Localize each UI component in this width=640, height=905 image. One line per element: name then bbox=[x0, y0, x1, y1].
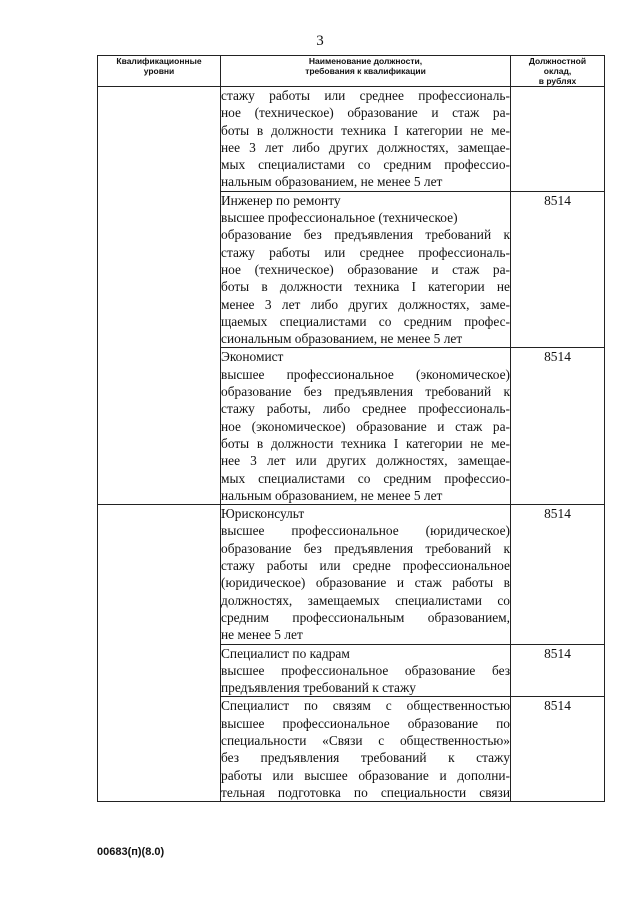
description-line: менее 3 лет либо других должностях, заме- bbox=[221, 296, 510, 312]
header-text: Наименование должности, bbox=[308, 56, 423, 66]
description-line: стажу работы, либо среднее профессиональ- bbox=[221, 401, 510, 417]
description-line: должностях, замещаемых специалистами со bbox=[221, 592, 510, 608]
header-text: уровни bbox=[143, 66, 175, 76]
header-text: требования к квалификации bbox=[305, 66, 426, 76]
description-line: Специалист по кадрам bbox=[221, 645, 350, 661]
header-text: в рублях bbox=[538, 76, 577, 86]
position-description-cell bbox=[221, 644, 511, 697]
position-description-cell bbox=[221, 697, 511, 802]
salary-cell: 8514 bbox=[511, 348, 605, 505]
position-description-cell bbox=[221, 87, 511, 192]
description-line: предъявления требований к стажу bbox=[221, 680, 416, 696]
description-line: высшее профессиональное (юридическое) bbox=[221, 523, 510, 539]
description-line: Юрисконсульт bbox=[221, 506, 305, 522]
description-line: ное (техническое) образование и стаж ра- bbox=[221, 105, 510, 121]
description-line: высшее профессиональное (экономическое) bbox=[221, 366, 510, 382]
salary-cell bbox=[511, 87, 605, 192]
salary-cell: 8514 bbox=[511, 191, 605, 348]
description-line: тельная подготовка по специальности связи bbox=[221, 784, 510, 800]
description-line: специальности «Связи с общественностью» bbox=[221, 732, 510, 748]
description-line: высшее профессиональное (техническое) bbox=[221, 210, 458, 226]
description-line: нее 3 лет или других должностях, замещае- bbox=[221, 453, 510, 469]
description-line: образование без предъявления требований к bbox=[221, 540, 510, 556]
description-line: (юридическое) образование и стаж работы в bbox=[221, 575, 510, 591]
table-header-row bbox=[98, 56, 605, 87]
description-line: Специалист по связям с общественностью bbox=[221, 698, 510, 714]
header-text: Квалификационные bbox=[116, 56, 202, 66]
description-line: высшее профессиональное образование по bbox=[221, 715, 510, 731]
description-line: работы или высшее образование и дополни- bbox=[221, 767, 510, 783]
description-line: сиональным образованием, не менее 5 лет bbox=[221, 331, 463, 347]
table-row bbox=[98, 505, 605, 644]
description-line: стажу работы или средне профессиональное bbox=[221, 558, 510, 574]
salary-cell: 8514 bbox=[511, 697, 605, 802]
description-line: не менее 5 лет bbox=[221, 627, 303, 643]
position-description-cell bbox=[221, 505, 511, 644]
qualification-table bbox=[97, 55, 605, 802]
description-line: боты в должности техника I категории не bbox=[221, 279, 510, 295]
description-line: высшее профессиональное образование без bbox=[221, 662, 510, 678]
qualification-level-cell bbox=[98, 87, 221, 505]
salary-cell: 8514 bbox=[511, 644, 605, 697]
header-text: оклад, bbox=[543, 66, 572, 76]
description-line: Инженер по ремонту bbox=[221, 192, 341, 208]
description-line: мых специалистами со средним профессио- bbox=[221, 157, 510, 173]
description-line: средним профессиональным образованием, bbox=[221, 609, 510, 625]
description-line: мых специалистами со средним профессио- bbox=[221, 470, 510, 486]
description-line: стажу работы или среднее профессиональ- bbox=[221, 88, 510, 103]
description-line: стажу работы или среднее профессиональ- bbox=[221, 244, 510, 260]
description-line: щаемых специалистами со средним профес- bbox=[221, 313, 510, 329]
description-line: боты в должности техника I категории не ме- bbox=[221, 122, 510, 138]
description-line: образование без предъявления требований к bbox=[221, 384, 510, 400]
header-text: Должностной bbox=[528, 56, 587, 66]
table-row bbox=[98, 87, 605, 192]
header-salary bbox=[511, 56, 605, 87]
document-code: 00683(п)(8.0) bbox=[97, 846, 165, 858]
salary-cell: 8514 bbox=[511, 505, 605, 644]
page-number: 3 bbox=[316, 33, 324, 49]
header-position-requirements bbox=[221, 56, 511, 87]
position-description-cell bbox=[221, 191, 511, 348]
description-line: боты в должности техника I категории не ме- bbox=[221, 435, 510, 451]
description-line: Экономист bbox=[221, 349, 284, 365]
description-line: без предъявления требований к стажу bbox=[221, 750, 510, 766]
position-description-cell bbox=[221, 348, 511, 505]
description-line: нальным образованием, не менее 5 лет bbox=[221, 174, 443, 190]
description-line: образование без предъявления требований к bbox=[221, 227, 510, 243]
description-line: ное (экономическое) образование и стаж ра- bbox=[221, 418, 510, 434]
description-line: нальным образованием, не менее 5 лет bbox=[221, 487, 443, 503]
description-line: ное (техническое) образование и стаж ра- bbox=[221, 261, 510, 277]
header-qualification-levels bbox=[98, 56, 221, 87]
description-line: нее 3 лет либо других должностях, замещае- bbox=[221, 139, 510, 155]
qualification-level-cell bbox=[98, 505, 221, 802]
